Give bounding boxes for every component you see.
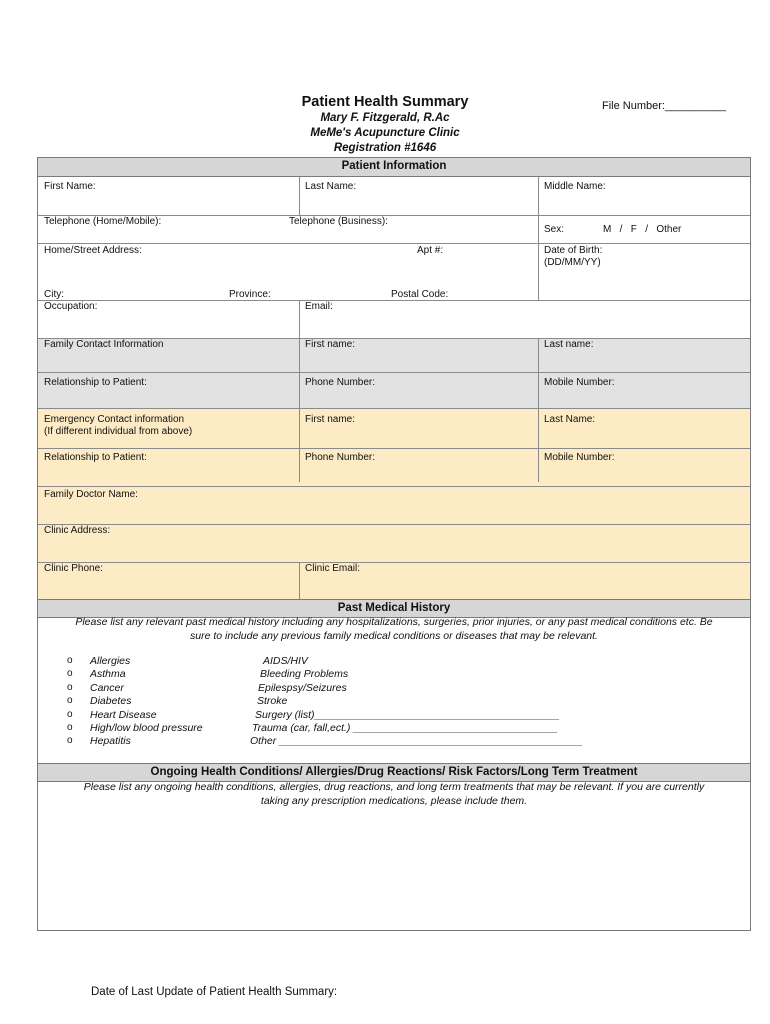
bullet-icon[interactable]: o	[67, 722, 73, 733]
bullet-icon[interactable]: o	[67, 708, 73, 720]
emergency-mobile-field[interactable]: Mobile Number:	[544, 452, 615, 463]
divider	[38, 562, 750, 563]
telephone-business-field[interactable]: Telephone (Business):	[289, 216, 388, 227]
province-field[interactable]: Province:	[229, 289, 271, 300]
bullet-icon[interactable]: o	[67, 655, 73, 666]
past-history-instructions-2: sure to include any previous family medical conditions or diseases that may be relevant.	[190, 630, 598, 642]
past-medical-history-heading: Past Medical History	[38, 599, 750, 618]
condition-option[interactable]: Asthma	[90, 668, 126, 681]
patient-information-heading: Patient Information	[38, 158, 750, 177]
divider	[299, 338, 300, 408]
postal-code-field[interactable]: Postal Code:	[391, 289, 449, 300]
family-last-name-field[interactable]: Last name:	[544, 339, 594, 350]
family-first-name-field[interactable]: First name:	[305, 339, 356, 350]
date-of-birth-field[interactable]: Date of Birth:	[544, 245, 603, 256]
divider	[299, 177, 300, 215]
home-address-field[interactable]: Home/Street Address:	[44, 245, 142, 256]
bullet-icon[interactable]: o	[67, 668, 73, 680]
patient-health-form	[37, 157, 751, 931]
condition-option[interactable]: Trauma (car, fall,ect.) ___________________________________	[252, 722, 558, 734]
condition-option[interactable]: Diabetes	[90, 695, 132, 708]
condition-option[interactable]: AIDS/HIV	[263, 655, 308, 667]
city-field[interactable]: City:	[44, 289, 64, 300]
condition-option[interactable]: High/low blood pressure	[90, 722, 203, 734]
family-mobile-field[interactable]: Mobile Number:	[544, 377, 615, 388]
divider	[38, 300, 750, 301]
clinic-phone-field[interactable]: Clinic Phone:	[44, 563, 103, 574]
condition-option[interactable]: Allergies	[90, 655, 131, 667]
condition-option[interactable]: Epilespsy/Seizures	[258, 681, 347, 694]
emergency-doctor-section	[38, 409, 750, 599]
date-of-birth-format: (DD/MM/YY)	[544, 257, 601, 268]
email-field[interactable]: Email:	[305, 301, 333, 312]
condition-option[interactable]: Surgery (list)__________________________________________	[255, 708, 560, 721]
divider	[299, 408, 300, 482]
condition-option[interactable]: Other ____________________________________________________	[250, 735, 583, 748]
divider	[38, 243, 750, 244]
emergency-contact-note: (If different individual from above)	[44, 426, 193, 437]
practitioner-name: Mary F. Fitzgerald, R.Ac	[320, 112, 450, 124]
divider	[38, 448, 750, 449]
first-name-field[interactable]: First Name:	[44, 181, 96, 192]
emergency-first-name-field[interactable]: First name:	[305, 414, 356, 425]
telephone-home-field[interactable]: Telephone (Home/Mobile):	[44, 216, 162, 227]
condition-option[interactable]: Bleeding Problems	[260, 668, 349, 681]
sex-options[interactable]: M / F / Other	[603, 224, 682, 235]
sex-label: Sex:	[544, 224, 565, 235]
divider	[38, 524, 750, 525]
ongoing-conditions-textarea[interactable]	[38, 810, 750, 928]
ongoing-instructions-2: taking any prescription medications, please include them.	[260, 795, 528, 807]
clinic-address-field[interactable]: Clinic Address:	[44, 525, 111, 536]
bullet-icon[interactable]: o	[67, 681, 73, 693]
emergency-relationship-field[interactable]: Relationship to Patient:	[44, 452, 147, 463]
clinic-name: MeMe's Acupuncture Clinic	[310, 127, 460, 139]
family-relationship-field[interactable]: Relationship to Patient:	[44, 377, 147, 388]
registration-number: Registration #1646	[333, 142, 437, 154]
emergency-phone-field[interactable]: Phone Number:	[305, 452, 376, 463]
form-title: Patient Health Summary	[301, 94, 469, 110]
occupation-field[interactable]: Occupation:	[44, 301, 98, 312]
ongoing-instructions-1: Please list any ongoing health conditions, allergies, drug reactions, and long term treatments that may be relevant. If you are currently	[83, 781, 705, 793]
condition-option[interactable]: Hepatitis	[90, 735, 131, 748]
divider	[538, 177, 539, 300]
last-name-field[interactable]: Last Name:	[305, 181, 357, 192]
bullet-icon[interactable]: o	[67, 735, 73, 747]
middle-name-field[interactable]: Middle Name:	[544, 181, 606, 192]
divider	[538, 338, 539, 408]
divider	[538, 408, 539, 482]
last-update-date-field[interactable]: Date of Last Update of Patient Health Summary:	[91, 986, 338, 998]
condition-option[interactable]: Stroke	[257, 695, 288, 708]
family-doctor-name-field[interactable]: Family Doctor Name:	[44, 489, 138, 500]
divider	[299, 300, 300, 338]
divider	[38, 372, 750, 373]
file-number-field[interactable]: File Number:__________	[602, 100, 727, 112]
divider	[299, 562, 300, 599]
emergency-contact-label: Emergency Contact information	[44, 414, 185, 425]
apt-field[interactable]: Apt #:	[417, 245, 444, 256]
emergency-last-name-field[interactable]: Last Name:	[544, 414, 596, 425]
clinic-email-field[interactable]: Clinic Email:	[305, 563, 361, 574]
ongoing-conditions-heading: Ongoing Health Conditions/ Allergies/Drug Reactions/ Risk Factors/Long Term Treatment	[38, 763, 750, 782]
condition-option[interactable]: Heart Disease	[90, 708, 157, 721]
family-phone-field[interactable]: Phone Number:	[305, 377, 376, 388]
family-contact-label: Family Contact Information	[44, 339, 164, 350]
divider	[38, 486, 750, 487]
past-history-instructions-1: Please list any relevant past medical history including any hospitalizations, surgeries, prior injuries, or any past medical conditions etc. Be	[75, 616, 713, 628]
bullet-icon[interactable]: o	[67, 695, 73, 707]
condition-option[interactable]: Cancer	[90, 681, 124, 694]
